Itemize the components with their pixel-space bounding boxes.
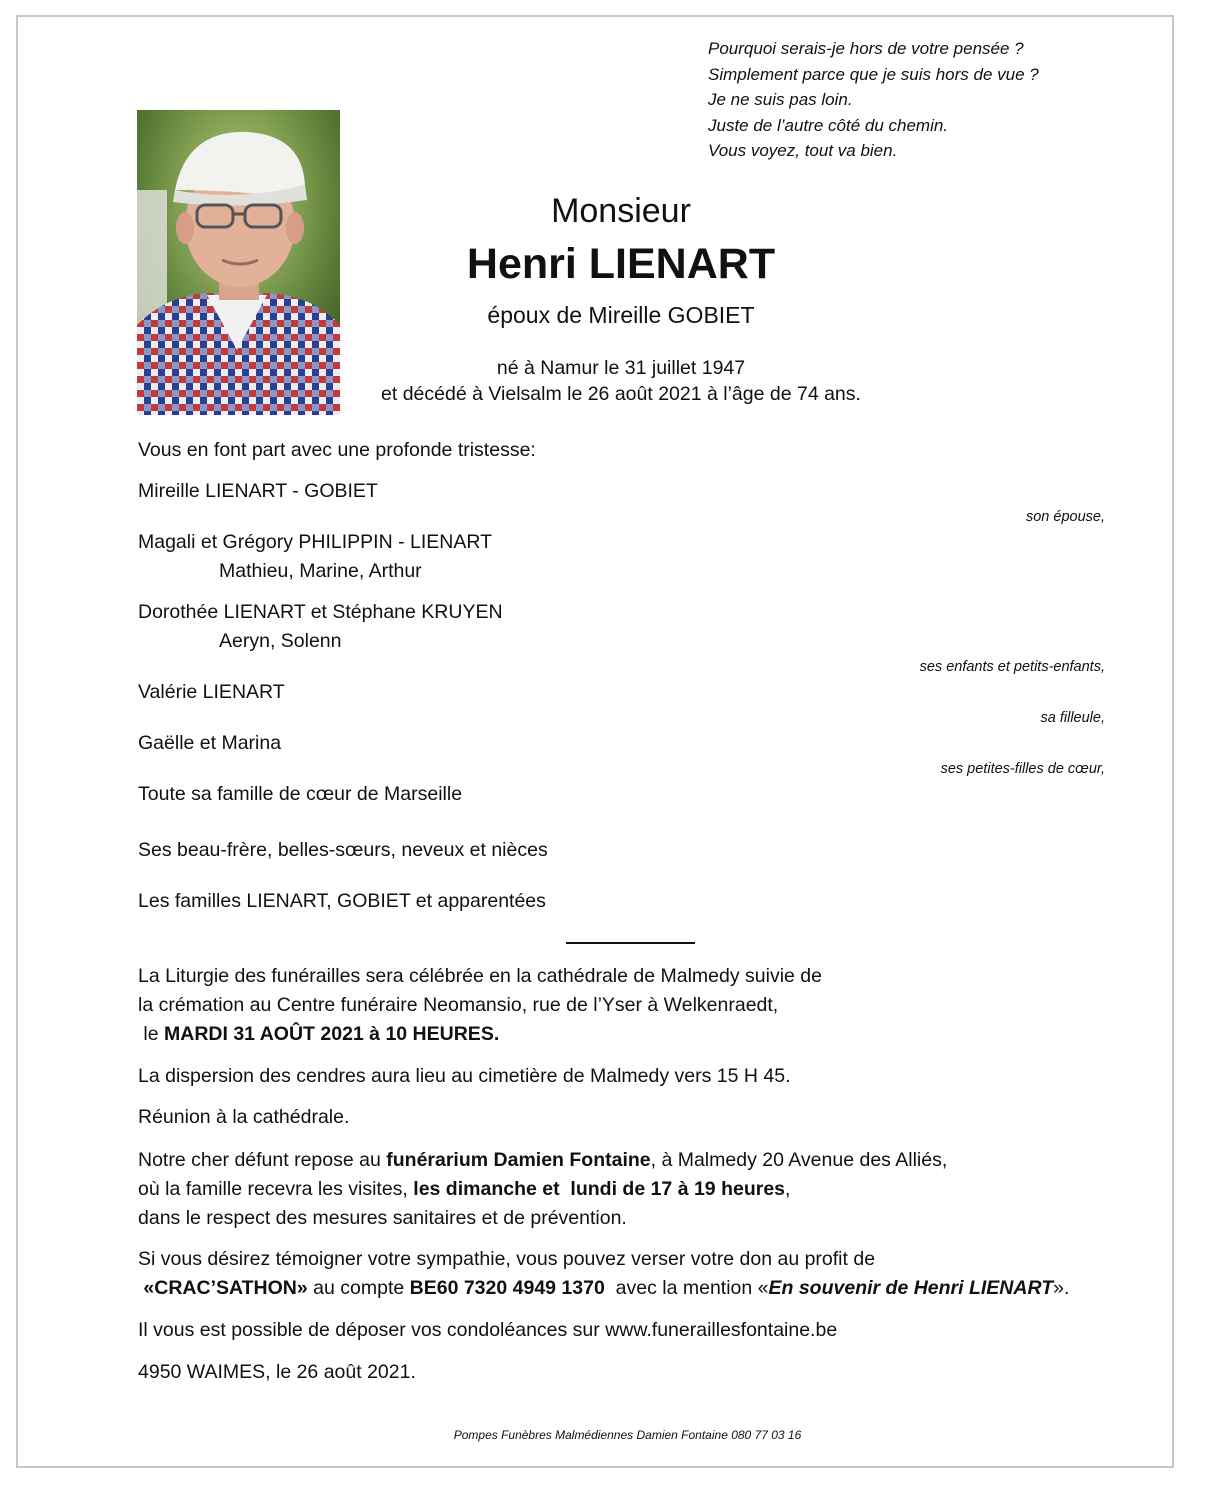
reunion-note: Réunion à la cathédrale. xyxy=(138,1106,350,1128)
family-line: Les familles LIENART, GOBIET et apparentées xyxy=(138,890,546,912)
ceremony-line: la crémation au Centre funéraire Neomansio, rue de l’Yser à Welkenraedt, xyxy=(138,994,779,1016)
relation-label: son épouse, xyxy=(1025,509,1105,525)
footer-funeral-home: Pompes Funèbres Malmédiennes Damien Fontaine 080 77 03 16 xyxy=(453,1428,802,1442)
ceremony-line: La Liturgie des funérailles sera célébrée en la cathédrale de Malmedy suivie de xyxy=(138,965,822,987)
bank-account: BE60 7320 4949 1370 xyxy=(409,1277,605,1299)
family-line: Ses beau-frère, belles-sœurs, neveux et nièces xyxy=(138,839,548,861)
ceremony-date: MARDI 31 AOÛT 2021 à 10 HEURES. xyxy=(164,1023,500,1045)
poem-line: Pourquoi serais-je hors de votre pensée ? xyxy=(708,39,1024,58)
donation-line xyxy=(138,1274,1069,1303)
visitation-line xyxy=(138,1175,947,1204)
family-line: Magali et Grégory PHILIPPIN - LIENART xyxy=(138,531,493,553)
ceremony-date-prefix: le xyxy=(138,1023,165,1045)
funeral-home-name: funérarium Damien Fontaine xyxy=(386,1149,651,1171)
family-line: Mireille LIENART - GOBIET xyxy=(138,480,378,502)
family-line: Dorothée LIENART et Stéphane KRUYEN xyxy=(138,601,503,623)
birth-line: né à Namur le 31 juillet 1947 xyxy=(496,357,746,379)
family-children: Aeryn, Solenn xyxy=(219,630,342,652)
condolences-note: Il vous est possible de déposer vos condoléances sur www.funeraillesfontaine.be xyxy=(138,1319,838,1341)
deceased-name: Henri LIENART xyxy=(466,240,776,288)
poem-line: Juste de l’autre côté du chemin. xyxy=(708,115,949,135)
spouse-line: époux de Mireille GOBIET xyxy=(487,302,755,328)
family-children: Mathieu, Marine, Arthur xyxy=(219,560,422,582)
portrait-photo xyxy=(137,110,340,415)
ashes-dispersion: La dispersion des cendres aura lieu au cimetière de Malmedy vers 15 H 45. xyxy=(138,1065,791,1087)
visitation-line: dans le respect des mesures sanitaires et de prévention. xyxy=(138,1207,627,1229)
visitation-text: , xyxy=(785,1178,791,1200)
poem-line: Simplement parce que je suis hors de vue ? xyxy=(708,64,1039,84)
announcement-intro: Vous en font part avec une profonde tristesse: xyxy=(138,439,536,461)
donation-paragraph xyxy=(138,1245,1069,1303)
donation-mention: En souvenir de Henri LIENART xyxy=(768,1277,1054,1299)
poem-line: Vous voyez, tout va bien. xyxy=(708,141,898,160)
place-date: 4950 WAIMES, le 26 août 2021. xyxy=(138,1361,416,1383)
visitation-paragraph xyxy=(138,1146,947,1233)
ceremony-paragraph xyxy=(138,962,822,1049)
visitation-line xyxy=(138,1146,947,1175)
visitation-text: , à Malmedy 20 Avenue des Alliés, xyxy=(650,1149,948,1171)
family-line: Toute sa famille de cœur de Marseille xyxy=(138,783,463,805)
poem-line: Je ne suis pas loin. xyxy=(708,90,853,109)
visitation-text: Notre cher défunt repose au xyxy=(138,1149,387,1171)
visitation-hours: les dimanche et lundi de 17 à 19 heures xyxy=(413,1178,786,1200)
donation-text: au compte xyxy=(307,1277,410,1299)
charity-name: «CRAC’SATHON» xyxy=(138,1277,308,1299)
donation-text: ». xyxy=(1053,1277,1070,1299)
poem xyxy=(708,36,1039,164)
relation-label: ses petites-filles de cœur, xyxy=(940,761,1105,777)
relation-label: ses enfants et petits-enfants, xyxy=(919,659,1105,675)
family-line: Valérie LIENART xyxy=(138,681,285,703)
relation-label: sa filleule, xyxy=(1040,710,1105,726)
death-line: et décédé à Vielsalm le 26 août 2021 à l’âge de 74 ans. xyxy=(381,383,861,405)
donation-line: Si vous désirez témoigner votre sympathie, vous pouvez verser votre don au profit de xyxy=(138,1248,876,1270)
section-divider xyxy=(566,942,695,944)
family-line: Gaëlle et Marina xyxy=(138,732,282,754)
birth-death-info xyxy=(321,355,921,407)
ceremony-date-line xyxy=(138,1020,822,1049)
donation-text: avec la mention « xyxy=(604,1277,769,1299)
visitation-text: où la famille recevra les visites, xyxy=(138,1178,414,1200)
salutation: Monsieur xyxy=(551,192,691,230)
